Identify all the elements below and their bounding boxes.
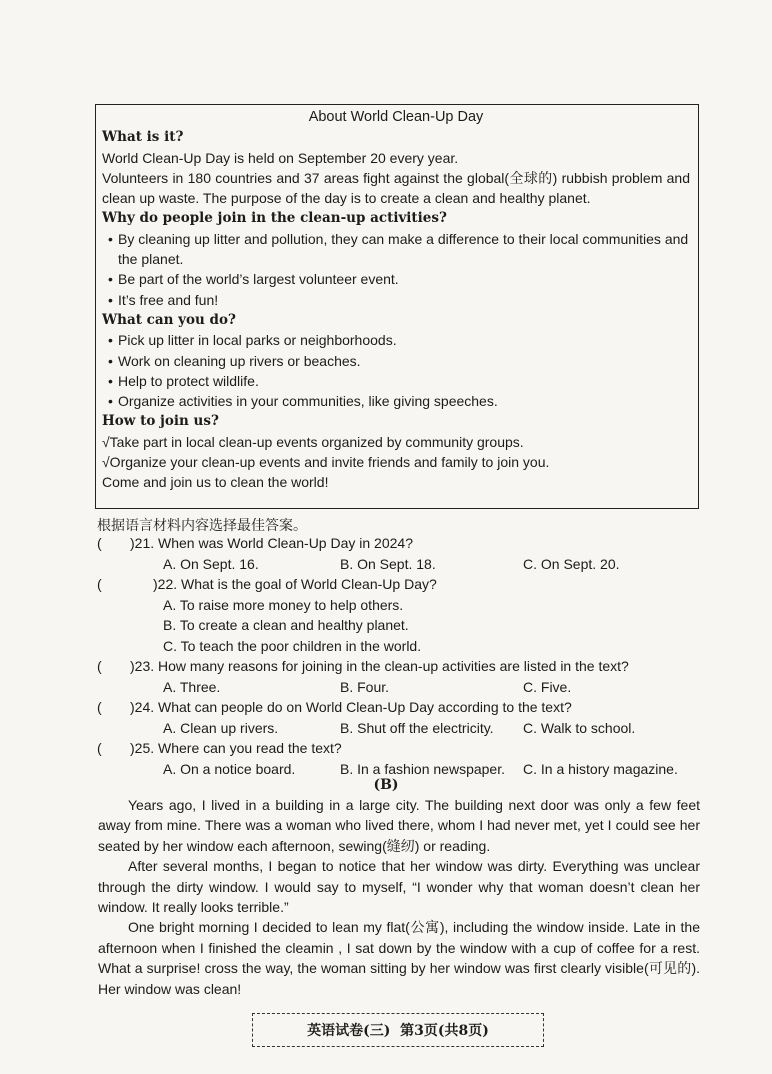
what-paragraph-2: Volunteers in 180 countries and 37 areas fight against the global(全球的) rubbish problem and clean up waste. The purpose of the day is to create a clean and healthy planet. <box>102 169 690 207</box>
answer-blank[interactable]: ( <box>97 535 102 551</box>
answer-blank[interactable]: ( <box>97 740 102 756</box>
question-stem: )23. How many reasons for joining in the clean-up activities are listed in the text? <box>130 658 629 674</box>
why-item: • Be part of the world’s largest volunteer event. <box>102 269 690 289</box>
join-item: √Take part in local clean-up events organized by community groups. <box>102 433 524 450</box>
option-b: B. Four. <box>340 678 390 695</box>
footer-label: 英语试卷(三) 第3页(共8页) <box>307 1023 489 1039</box>
what-paragraph-1: World Clean-Up Day is held on September 20 every year. <box>102 149 459 166</box>
reading-passage <box>98 795 700 999</box>
options-row <box>97 720 697 741</box>
closing-line: Come and join us to clean the world! <box>102 474 329 491</box>
option-b: B. Shut off the electricity. <box>340 719 494 736</box>
question-list <box>97 535 697 781</box>
notice-title: About World Clean-Up Day <box>308 109 484 125</box>
option-c: C. On Sept. 20. <box>523 555 620 572</box>
do-heading: What can you do? <box>102 311 236 328</box>
option-a: A. On Sept. 16. <box>163 555 259 572</box>
option-a: A. Clean up rivers. <box>163 719 279 736</box>
question-stem: )21. When was World Clean-Up Day in 2024? <box>130 535 413 551</box>
why-item: • It’s free and fun! <box>102 290 690 310</box>
option-c: C. Five. <box>523 678 572 695</box>
bullet-icon: • <box>108 291 113 308</box>
question-23 <box>97 658 697 679</box>
question-21 <box>97 535 697 556</box>
bullet-icon: • <box>108 352 113 369</box>
question-25 <box>97 740 697 761</box>
question-stem: )24. What can people do on World Clean-Up Day according to the text? <box>130 699 572 715</box>
do-item: • Organize activities in your communities, like giving speeches. <box>102 391 690 411</box>
bullet-icon: • <box>108 372 113 389</box>
bullet-icon: • <box>108 271 113 288</box>
option-a: A. Three. <box>163 678 221 695</box>
option-c: C. To teach the poor children in the world. <box>163 637 422 654</box>
passage-paragraph: After several months, I began to notice that her window was dirty. Everything was unclear through the dirty window. I would say to myself, “I wonder why that woman doesn’t clean her window. It really looks terrible.” <box>98 858 700 916</box>
bullet-icon: • <box>108 230 113 247</box>
question-stem: )25. Where can you read the text? <box>130 740 342 756</box>
answer-blank[interactable]: ( <box>97 699 102 715</box>
options-row <box>97 679 697 700</box>
do-item: • Pick up litter in local parks or neighborhoods. <box>102 330 690 350</box>
option-c: C. Walk to school. <box>523 719 636 736</box>
bullet-icon: • <box>108 393 113 410</box>
notice-box <box>95 104 699 509</box>
options-row <box>97 556 697 577</box>
option-b: B. On Sept. 18. <box>340 555 436 572</box>
passage-paragraph: One bright morning I decided to lean my flat(公寓), including the window inside. Late in the afternoon when I finished the cleamin , I sat down by the window with a cup of coffee for a rest. What a surprise! cross the way, the woman sitting by her window was first clearly visible(可见的). Her window was clean! <box>98 919 700 997</box>
option-a: A. On a notice board. <box>163 760 296 777</box>
question-24 <box>97 699 697 720</box>
join-item: √Organize your clean-up events and invite friends and family to join you. <box>102 454 550 471</box>
question-stem: )22. What is the goal of World Clean-Up Day? <box>153 576 437 592</box>
instruction: 根据语言材料内容选择最佳答案。 <box>97 517 307 533</box>
answer-blank[interactable]: ( <box>97 658 102 674</box>
passage-paragraph: Years ago, I lived in a building in a large city. The building next door was only a few feet away from mine. There was a woman who lived there, whom I had never met, yet I could see her seated by her window each afternoon, sewing(缝纫) or reading. <box>98 797 700 854</box>
do-item: • Work on cleaning up rivers or beaches. <box>102 351 690 371</box>
answer-blank[interactable]: ( <box>97 576 102 592</box>
option-b: B. To create a clean and healthy planet. <box>163 617 409 633</box>
join-heading: How to join us? <box>102 413 219 430</box>
why-item: • By cleaning up litter and pollution, they can make a difference to their local communities and the planet. <box>108 230 689 268</box>
option-c: C. In a history magazine. <box>523 760 678 777</box>
what-heading: What is it? <box>102 129 184 146</box>
option-a: A. To raise more money to help others. <box>163 596 404 613</box>
option-b: B. In a fashion newspaper. <box>340 760 505 777</box>
page-footer <box>252 1013 544 1047</box>
section-b-heading: (B) <box>373 777 399 793</box>
bullet-icon: • <box>108 332 113 349</box>
question-22 <box>97 576 697 597</box>
do-item: • Help to protect wildlife. <box>102 371 690 391</box>
why-heading: Why do people join in the clean-up activities? <box>102 210 447 227</box>
